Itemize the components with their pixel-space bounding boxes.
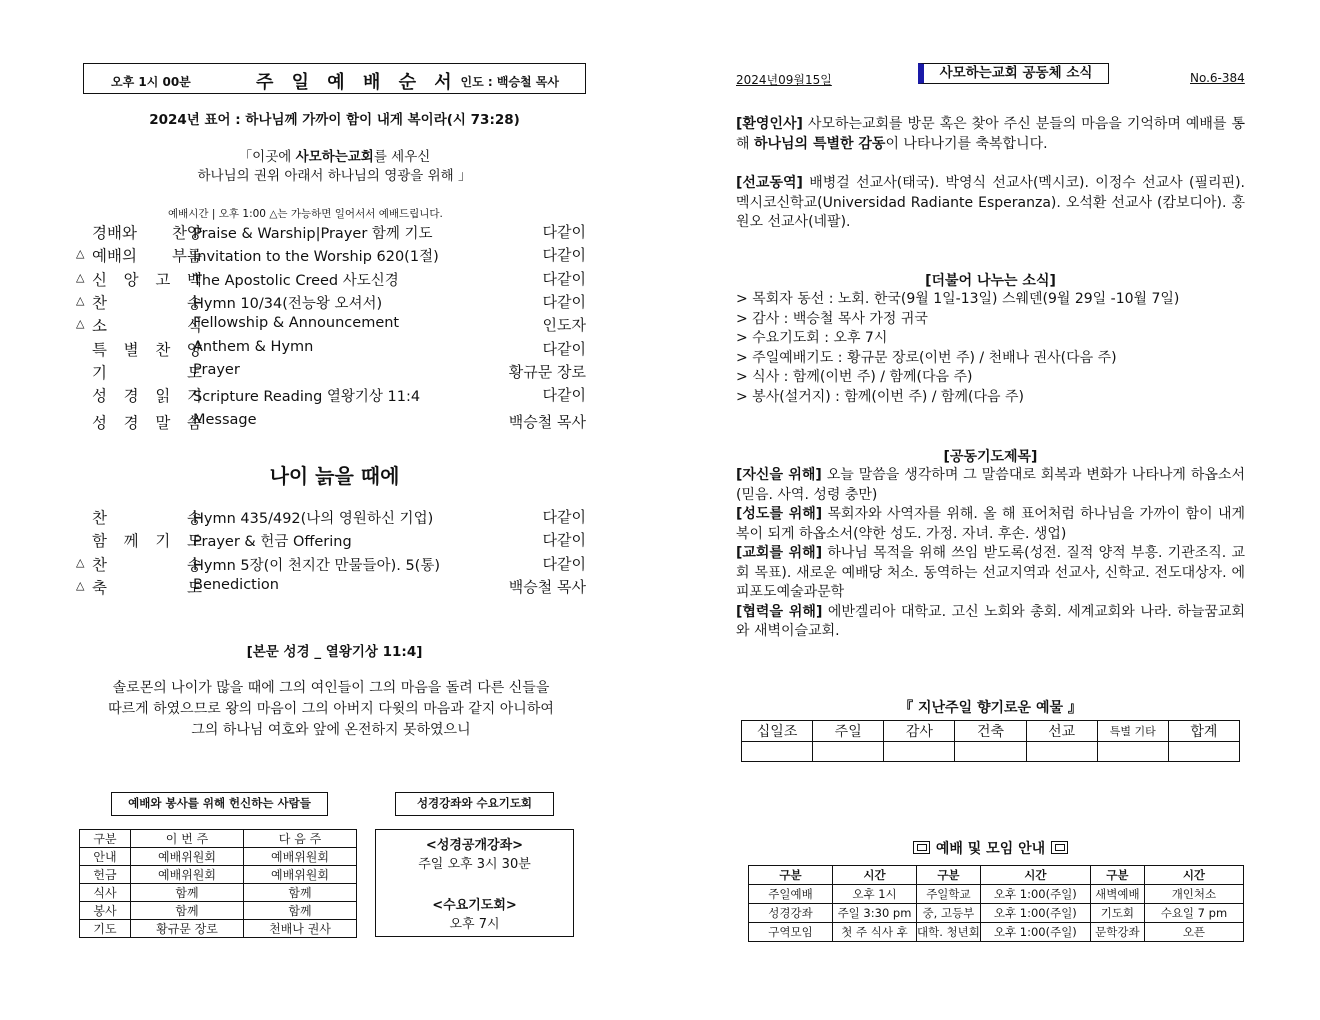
order-name: 예배의 부름: [92, 247, 202, 266]
prayer-meeting-time: 오후 7시: [449, 917, 500, 932]
stand-mark: △: [76, 247, 85, 261]
list-item: [협력을 위해] 에반겔리아 대학교. 고신 노회와 총회. 세계교회와 나라. 하늘꿈교회와 새벽이슬교회.: [736, 603, 1245, 639]
order-description: Praise & Warship|Prayer 함께 기도: [193, 226, 433, 242]
order-item: [76, 291, 586, 313]
order-description: Hymn 5장(이 천지간 만물들아). 5(통): [193, 557, 440, 574]
envelope-icon: [1051, 841, 1068, 854]
schedule-table: [748, 865, 1244, 942]
order-item: [76, 244, 586, 266]
envelope-icon: [913, 841, 930, 854]
stand-mark: △: [76, 317, 85, 331]
lecture-time: 주일 오후 3시 30분: [418, 857, 531, 872]
bulletin-date: 2024년09월15일: [736, 73, 832, 87]
order-name: 성 경 읽 기: [92, 387, 202, 406]
list-item: > 봉사(설거지) : 함께(이번 주) / 함께(다음 주): [736, 388, 1024, 405]
table-header-row: 십일조 주일 감사 건축 선교 특별 기타 합계: [742, 721, 1240, 742]
prayer-topics: [736, 466, 1245, 642]
order-person: 다같이: [542, 292, 586, 311]
order-person: 백승철 목사: [508, 577, 586, 596]
order-description: Invitation to the Worship 620(1절): [193, 249, 439, 266]
order-description: Hymn 10/34(전능왕 오셔서): [193, 295, 383, 312]
lecture-title: <성경공개강좌>: [425, 838, 524, 853]
service-time: 오후 1시 00분: [111, 75, 191, 89]
order-item: [76, 221, 586, 243]
list-item: [자신을 위해] 오늘 말씀을 생각하며 그 말씀대로 회복과 변화가 나타나게 하옵소서(믿음. 사역. 성령 충만): [736, 467, 1245, 503]
share-news-title: [더불어 나누는 소식]: [925, 273, 1056, 289]
servants-title: 예배와 봉사를 위해 헌신하는 사람들: [111, 792, 328, 816]
intro-line-2: 하나님의 권위 아래서 하나님의 영광을 위해 」: [197, 168, 472, 184]
order-name: 찬 송: [92, 509, 202, 527]
order-item: [76, 411, 586, 433]
table-row: 봉사 함께 함께: [80, 902, 357, 920]
order-description: Message: [193, 412, 257, 428]
order-description: Scripture Reading 열왕기상 11:4: [193, 389, 421, 406]
table-header-row: 구분 이 번 주 다 음 주: [80, 830, 357, 848]
list-item: [성도를 위해] 목회자와 사역자를 위해. 올 해 표어처럼 하나님을 가까이 함이 내게 복이 되게 하옵소서(약한 성도. 가정. 자녀. 후손. 생업): [736, 506, 1245, 542]
stand-mark: △: [76, 293, 85, 307]
study-title: 성경강좌와 수요기도회: [395, 792, 554, 816]
order-name: 경배와 찬양: [92, 224, 202, 242]
order-name: 신 앙 고 백: [92, 270, 202, 289]
order-person: 백승철 목사: [508, 413, 586, 431]
order-name: 특 별 찬 양: [92, 340, 202, 359]
order-person: 다같이: [542, 246, 586, 265]
table-row: 구역모임 첫 주 식사 후 대학. 청년회 오후 1:00(주일) 문학강좌 오픈: [749, 923, 1244, 942]
bible-reference: [본문 성경 _ 열왕기상 11:4]: [246, 644, 423, 660]
order-person: 황규문 장로: [508, 362, 586, 381]
order-person: 다같이: [542, 223, 586, 241]
list-item: > 감사 : 백승철 목사 가정 귀국: [736, 310, 928, 327]
page-title: 주 일 예 배 순 서: [256, 72, 458, 93]
table-row: 기도 황규문 장로 천배나 권사: [80, 920, 357, 938]
order-description: Benediction: [193, 576, 279, 593]
order-person: 인도자: [542, 316, 586, 335]
order-description: Anthem & Hymn: [193, 338, 314, 355]
order-item: [76, 338, 586, 360]
order-item: [76, 314, 586, 336]
stand-mark: △: [76, 270, 85, 284]
stand-mark: △: [76, 578, 85, 592]
order-person: 다같이: [542, 531, 586, 550]
order-name: 축 도: [92, 578, 202, 597]
table-row: 성경강좌 주일 3:30 pm 중, 고등부 오후 1:00(주일) 기도회 수요일 7 pm: [749, 904, 1244, 923]
table-row: 안내 예배위원회 예배위원회: [80, 848, 357, 866]
list-item: > 주일예배기도 : 황규문 장로(이번 주) / 천배나 권사(다음 주): [736, 349, 1117, 366]
stand-mark: △: [76, 555, 85, 569]
worship-note: 예배시간 | 오후 1:00 △는 가능하면 일어서서 예배드립니다.: [168, 208, 443, 220]
prayer-topics-title: [공동기도제목]: [943, 449, 1038, 465]
table-header-row: 구분 시간 구분 시간 구분 시간: [749, 866, 1244, 885]
sermon-title: 나이 늙을 때에: [269, 464, 400, 488]
order-item: [76, 506, 586, 528]
church-name: 사모하는교회: [295, 149, 374, 165]
schedule-title: 예배 및 모임 안내: [935, 841, 1046, 857]
scripture-text: 솔로몬의 나이가 많을 때에 그의 여인들이 그의 마음을 돌려 다른 신들을 따르게 하였으므로 왕의 마음이 그의 아버지 다윗의 마음과 같지 아니하여 그의 하나님 여호와 앞에 온전하지 못하였으니: [108, 680, 554, 738]
order-description: Hymn 435/492(나의 영원하신 기업): [193, 511, 434, 527]
order-name: 찬 송: [92, 555, 202, 574]
order-name: 소 식: [92, 317, 202, 336]
issue-number: No.6-384: [1190, 71, 1245, 85]
servants-table: [79, 829, 357, 938]
order-name: 함 께 기 도: [92, 532, 202, 551]
share-news-list: [736, 290, 1245, 408]
list-item: > 식사 : 함께(이번 주) / 함께(다음 주): [736, 369, 973, 386]
schedule-heading: [736, 838, 1245, 858]
intro-line-1: 「이곳에 사모하는교회를 세우신: [238, 149, 431, 165]
order-item: [76, 268, 586, 290]
order-person: 다같이: [542, 554, 586, 573]
order-person: 다같이: [542, 508, 586, 526]
table-row: 헌금 예배위원회 예배위원회: [80, 866, 357, 884]
order-description: Prayer: [193, 361, 240, 378]
order-description: Fellowship & Announcement: [193, 315, 400, 332]
order-item: [76, 529, 586, 551]
list-item: > 목회자 동선 : 노회. 한국(9월 1일-13일) 스웨덴(9월 29일 -10월 7일): [736, 291, 1180, 307]
mission-section: [선교동역] 배병걸 선교사(태국). 박영식 선교사(멕시코). 이정수 선교사 (필리핀). 멕시코신학교(Universidad Radiante Esperanza). 오석환 선교사 (캄보디아). 홍원오 선교사(네팔).: [736, 175, 1245, 230]
welcome-section: [환영인사] 사모하는교회를 방문 혹은 찾아 주신 분들의 마음을 기억하며 예배를 통해 하나님의 특별한 감동이 나타나기를 축복합니다.: [736, 116, 1245, 152]
list-item: > 수요기도회 : 오후 7시: [736, 330, 888, 347]
prayer-meeting-title: <수요기도회>: [432, 898, 517, 913]
order-name: 찬 송: [92, 293, 202, 312]
order-item: [76, 576, 586, 598]
order-description: Prayer & 헌금 Offering: [193, 534, 352, 551]
order-name: 기 도: [92, 363, 202, 382]
order-person: 다같이: [542, 269, 586, 288]
order-name: 성 경 말 씀: [92, 414, 202, 432]
offering-table: [741, 720, 1240, 762]
order-item: [76, 361, 586, 383]
service-leader: 인도 : 백승철 목사: [460, 75, 559, 89]
order-item: [76, 553, 586, 575]
worship-order-header: [83, 63, 586, 94]
table-row: 주일예배 오후 1시 주일학교 오후 1:00(주일) 새벽예배 개인처소: [749, 885, 1244, 904]
order-description: The Apostolic Creed 사도신경: [193, 272, 399, 289]
order-person: 다같이: [542, 339, 586, 358]
yearly-motto: 2024년 표어 : 하나님께 가까이 함이 내게 복이라(시 73:28): [149, 112, 520, 128]
order-person: 다같이: [542, 386, 586, 405]
order-item: [76, 384, 586, 406]
news-title: 사모하는교회 공동체 소식: [918, 63, 1109, 84]
table-row: [742, 742, 1240, 762]
offering-title: 『 지난주일 향기로운 예물 』: [899, 700, 1082, 716]
list-item: [교회를 위해] 하나님 목적을 위해 쓰임 받도록(성전. 질적 양적 부흥. 기관조직. 교회 목표). 새로운 예배당 처소. 동역하는 선교지역과 선교사, 신학교. 전도대상자. 에피포도예술과문학: [736, 545, 1245, 600]
study-info-box: [375, 829, 574, 937]
table-row: 식사 함께 함께: [80, 884, 357, 902]
